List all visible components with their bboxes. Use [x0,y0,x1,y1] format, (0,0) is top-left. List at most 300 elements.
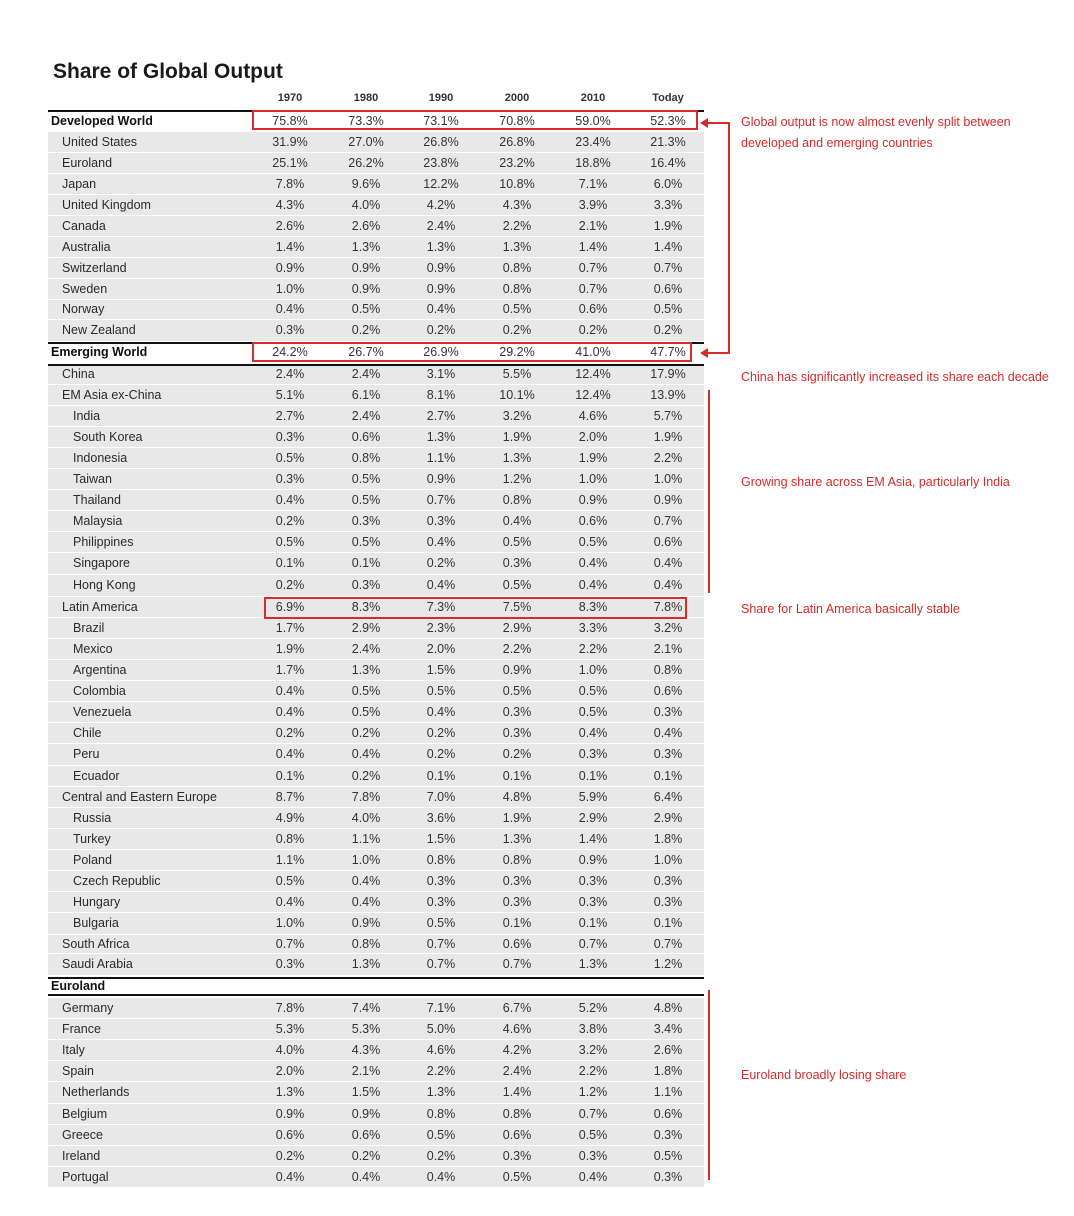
cell-value: 0.6% [351,430,381,444]
row-label: Portugal [62,1170,109,1184]
cell-value: 0.8% [275,832,305,846]
cell-value: 7.1% [578,177,608,191]
row-label: EM Asia ex-China [62,388,162,402]
row-label: Peru [73,747,100,761]
cell-value: 0.2% [275,578,305,592]
cell-value: 1.0% [653,472,683,486]
cell-value: 2.1% [653,642,683,656]
arrow-icon [700,118,708,128]
cell-value: 5.3% [275,1022,305,1036]
cell-value: 0.1% [502,769,532,783]
annotation-latin-america: Share for Latin America basically stable [741,602,960,616]
cell-value: 10.8% [499,177,535,191]
cell-value: 0.8% [502,493,532,507]
table-row [48,744,704,766]
row-label: Central and Eastern Europe [62,790,217,804]
cell-value: 0.4% [578,556,608,570]
cell-value: 7.8% [275,177,305,191]
row-label: Germany [62,1001,114,1015]
row-label: Japan [62,177,97,191]
cell-value: 0.5% [351,684,381,698]
cell-value: 0.7% [502,957,532,971]
year-label: Today [652,92,684,104]
cell-value: 1.3% [578,957,608,971]
row-label: Mexico [73,642,113,656]
row-label: Taiwan [73,472,112,486]
cell-value: 3.2% [653,621,683,635]
cell-value: 1.5% [426,832,456,846]
cell-value: 2.2% [502,642,532,656]
year-label: 1990 [428,92,454,104]
cell-value: 0.4% [426,302,456,316]
cell-value: 0.6% [502,937,532,951]
cell-value: 0.3% [502,556,532,570]
row-label: Malaysia [73,514,123,528]
cell-value: 0.5% [426,684,456,698]
cell-value: 0.3% [502,705,532,719]
table-row [48,681,704,702]
cell-value: 7.3% [426,600,456,614]
cell-value: 0.3% [275,957,305,971]
cell-value: 0.2% [275,726,305,740]
annotation-euroland: Euroland broadly losing share [741,1068,907,1082]
cell-value: 0.1% [275,769,305,783]
table-row [48,448,704,469]
cell-value: 0.4% [426,535,456,549]
cell-value: 0.7% [426,937,456,951]
row-label: Hong Kong [73,578,136,592]
cell-value: 1.0% [275,282,305,296]
row-label: Chile [73,726,102,740]
cell-value: 0.1% [426,769,456,783]
row-label: Indonesia [73,451,128,465]
cell-value: 5.9% [578,790,608,804]
cell-value: 2.4% [502,1064,532,1078]
highlight-emerging-row [252,342,692,362]
cell-value: 8.3% [351,600,381,614]
cell-value: 0.7% [426,493,456,507]
cell-value: 1.9% [653,430,683,444]
cell-value: 0.4% [578,726,608,740]
cell-value: 0.7% [653,261,683,275]
cell-value: 0.5% [502,684,532,698]
cell-value: 6.4% [653,790,683,804]
row-label: Ecuador [73,769,120,783]
cell-value: 0.7% [578,937,608,951]
cell-value: 2.9% [653,811,683,825]
table-row [48,766,704,787]
cell-value: 12.4% [575,388,611,402]
cell-value: 0.8% [426,853,456,867]
row-label: Saudi Arabia [62,957,133,971]
row-label: Spain [62,1064,94,1078]
cell-value: 4.6% [426,1043,456,1057]
cell-value: 0.4% [275,493,305,507]
table-row [48,385,704,406]
cell-value: 17.9% [650,367,686,381]
cell-value: 0.1% [275,556,305,570]
section-rule [48,977,704,979]
cell-value: 0.5% [351,493,381,507]
section-rule [48,994,704,996]
cell-value: 0.4% [653,578,683,592]
row-label: France [62,1022,101,1036]
cell-value: 8.7% [275,790,305,804]
table-row [48,216,704,237]
row-label: Venezuela [73,705,132,719]
cell-value: 73.3% [348,114,384,128]
cell-value: 4.8% [502,790,532,804]
row-label: Norway [62,302,105,316]
cell-value: 1.0% [653,853,683,867]
cell-value: 3.3% [578,621,608,635]
cell-value: 27.0% [348,135,384,149]
table-row [48,1167,704,1188]
cell-value: 0.9% [351,916,381,930]
cell-value: 0.9% [351,261,381,275]
cell-value: 0.9% [426,282,456,296]
cell-value: 4.6% [578,409,608,423]
cell-value: 31.9% [272,135,308,149]
cell-value: 2.3% [426,621,456,635]
cell-value: 2.4% [275,367,305,381]
cell-value: 4.3% [275,198,305,212]
cell-value: 23.2% [499,156,535,170]
cell-value: 1.3% [351,663,381,677]
cell-value: 18.8% [575,156,611,170]
table-row [48,575,704,597]
cell-value: 0.3% [351,514,381,528]
cell-value: 0.5% [426,1128,456,1142]
annotation-china: China has significantly increased its share each decade [741,370,1049,384]
table-row [48,892,704,913]
year-header [48,92,704,108]
cell-value: 0.3% [502,1149,532,1163]
cell-value: 26.2% [348,156,384,170]
annotation-global-split: Global output is now almost evenly split between developed and emerging countries [741,115,1011,150]
year-label: 1980 [353,92,379,104]
cell-value: 1.2% [502,472,532,486]
cell-value: 0.3% [426,895,456,909]
table-row [48,153,704,174]
table-row [48,511,704,532]
table-row [48,427,704,448]
em-asia-bracket [708,390,710,593]
cell-value: 7.8% [351,790,381,804]
cell-value: 0.4% [426,705,456,719]
cell-value: 0.5% [351,302,381,316]
cell-value: 0.2% [502,323,532,337]
cell-value: 1.3% [426,430,456,444]
row-label: Hungary [73,895,121,909]
cell-value: 0.3% [578,895,608,909]
cell-value: 0.8% [351,451,381,465]
cell-value: 1.1% [275,853,305,867]
cell-value: 2.7% [426,409,456,423]
cell-value: 0.4% [275,895,305,909]
highlight-latam-row [264,597,687,619]
cell-value: 0.5% [502,535,532,549]
cell-value: 2.4% [351,642,381,656]
cell-value: 1.3% [426,240,456,254]
cell-value: 8.3% [578,600,608,614]
cell-value: 7.8% [653,600,683,614]
cell-value: 1.1% [653,1085,683,1099]
cell-value: 0.2% [351,323,381,337]
cell-value: 0.3% [275,323,305,337]
cell-value: 0.4% [653,556,683,570]
cell-value: 52.3% [650,114,686,128]
cell-value: 2.6% [653,1043,683,1057]
row-label: Sweden [62,282,108,296]
cell-value: 0.6% [653,282,683,296]
cell-value: 2.2% [653,451,683,465]
bracket-line [728,123,730,354]
cell-value: 23.4% [575,135,611,149]
cell-value: 0.2% [426,323,456,337]
cell-value: 2.0% [578,430,608,444]
row-label: Australia [62,240,111,254]
cell-value: 23.8% [423,156,459,170]
cell-value: 2.2% [502,219,532,233]
cell-value: 1.3% [502,451,532,465]
cell-value: 0.1% [502,916,532,930]
cell-value: 7.5% [502,600,532,614]
table-row [48,1104,704,1125]
cell-value: 1.0% [275,916,305,930]
row-label: Italy [62,1043,85,1057]
table-row [48,1125,704,1146]
table-row [48,787,704,808]
cell-value: 0.8% [653,663,683,677]
cell-value: 26.7% [348,345,384,359]
row-label: China [62,367,95,381]
cell-value: 0.4% [275,684,305,698]
table-row [48,998,704,1019]
cell-value: 0.9% [578,493,608,507]
cell-value: 0.9% [426,261,456,275]
cell-value: 1.2% [653,957,683,971]
cell-value: 1.3% [351,240,381,254]
cell-value: 5.7% [653,409,683,423]
cell-value: 0.5% [351,472,381,486]
cell-value: 0.4% [426,578,456,592]
cell-value: 2.6% [351,219,381,233]
cell-value: 10.1% [499,388,535,402]
table-row [48,1082,704,1104]
cell-value: 2.0% [275,1064,305,1078]
cell-value: 0.3% [351,578,381,592]
cell-value: 0.1% [578,916,608,930]
table-row [48,300,704,320]
cell-value: 0.4% [275,747,305,761]
cell-value: 2.6% [275,219,305,233]
cell-value: 5.5% [502,367,532,381]
cell-value: 0.5% [653,1149,683,1163]
cell-value: 70.8% [499,114,535,128]
cell-value: 1.4% [502,1085,532,1099]
cell-value: 1.5% [351,1085,381,1099]
cell-value: 0.4% [502,514,532,528]
cell-value: 0.6% [653,535,683,549]
cell-value: 0.6% [275,1128,305,1142]
highlight-developed-row [252,110,698,130]
cell-value: 73.1% [423,114,459,128]
cell-value: 0.7% [653,937,683,951]
cell-value: 5.2% [578,1001,608,1015]
cell-value: 0.3% [578,747,608,761]
cell-value: 0.5% [426,916,456,930]
row-label: Canada [62,219,106,233]
table-row [48,532,704,553]
table-row [48,469,704,490]
table-row [48,954,704,976]
cell-value: 0.9% [578,853,608,867]
cell-value: 0.6% [578,302,608,316]
cell-value: 2.2% [578,1064,608,1078]
cell-value: 0.9% [653,493,683,507]
cell-value: 0.4% [578,578,608,592]
cell-value: 0.3% [275,430,305,444]
euroland-bracket [708,990,710,1180]
cell-value: 2.7% [275,409,305,423]
cell-value: 0.8% [351,937,381,951]
cell-value: 0.9% [275,261,305,275]
cell-value: 1.1% [351,832,381,846]
table-row [48,195,704,216]
cell-value: 1.9% [502,811,532,825]
cell-value: 2.9% [578,811,608,825]
cell-value: 6.9% [275,600,305,614]
year-label: 1970 [277,92,303,104]
cell-value: 0.5% [275,874,305,888]
cell-value: 1.7% [275,621,305,635]
row-label: Euroland [51,979,106,993]
table-row [48,829,704,850]
cell-value: 1.0% [351,853,381,867]
cell-value: 4.0% [351,198,381,212]
cell-value: 5.3% [351,1022,381,1036]
cell-value: 0.3% [653,1170,683,1184]
cell-value: 0.2% [426,1149,456,1163]
cell-value: 0.9% [426,472,456,486]
cell-value: 2.4% [351,367,381,381]
cell-value: 0.3% [653,705,683,719]
cell-value: 4.8% [653,1001,683,1015]
cell-value: 3.8% [578,1022,608,1036]
row-label: Brazil [73,621,105,635]
cell-value: 3.2% [578,1043,608,1057]
cell-value: 0.3% [653,747,683,761]
cell-value: 0.3% [578,1149,608,1163]
bracket-tick [708,352,730,354]
cell-value: 2.2% [578,642,608,656]
cell-value: 1.1% [426,451,456,465]
cell-value: 2.9% [502,621,532,635]
cell-value: 0.3% [426,874,456,888]
cell-value: 0.3% [426,514,456,528]
annotation-em-asia: Growing share across EM Asia, particularly India [741,475,1010,489]
cell-value: 0.8% [502,1107,532,1121]
cell-value: 0.3% [653,895,683,909]
row-label: Philippines [73,535,134,549]
cell-value: 0.9% [351,282,381,296]
cell-value: 2.2% [426,1064,456,1078]
cell-value: 3.2% [502,409,532,423]
cell-value: 4.3% [502,198,532,212]
table-row [48,132,704,153]
cell-value: 0.3% [578,874,608,888]
row-label: Euroland [62,156,113,170]
cell-value: 0.7% [578,282,608,296]
cell-value: 13.9% [650,388,686,402]
table-row [48,1061,704,1082]
chart-title: Share of Global Output [53,60,283,83]
row-label: United Kingdom [62,198,151,212]
cell-value: 0.6% [578,514,608,528]
cell-value: 1.9% [275,642,305,656]
cell-value: 1.3% [502,240,532,254]
cell-value: 8.1% [426,388,456,402]
cell-value: 0.4% [351,874,381,888]
row-label: Singapore [73,556,130,570]
cell-value: 0.6% [502,1128,532,1142]
table-row [48,174,704,195]
cell-value: 2.4% [351,409,381,423]
table-row [48,237,704,258]
row-label: Latin America [62,600,138,614]
cell-value: 0.2% [351,1149,381,1163]
cell-value: 0.7% [578,1107,608,1121]
cell-value: 2.9% [351,621,381,635]
cell-value: 0.4% [275,1170,305,1184]
cell-value: 2.1% [351,1064,381,1078]
table-row [48,850,704,871]
table-row [48,258,704,279]
table-row [48,1040,704,1061]
cell-value: 3.1% [426,367,456,381]
cell-value: 24.2% [272,345,308,359]
cell-value: 0.5% [578,705,608,719]
cell-value: 1.3% [426,1085,456,1099]
cell-value: 0.2% [275,514,305,528]
row-label: Netherlands [62,1085,130,1099]
cell-value: 0.2% [275,1149,305,1163]
table-row [48,702,704,723]
cell-value: 0.1% [653,769,683,783]
cell-value: 0.8% [502,853,532,867]
cell-value: 0.9% [502,663,532,677]
cell-value: 47.7% [650,345,686,359]
cell-value: 2.0% [426,642,456,656]
cell-value: 26.9% [423,345,459,359]
row-label: Colombia [73,684,126,698]
cell-value: 0.5% [578,535,608,549]
row-label: Czech Republic [73,874,161,888]
cell-value: 2.4% [426,219,456,233]
cell-value: 0.5% [351,535,381,549]
section-rule [48,364,704,366]
cell-value: 0.3% [502,874,532,888]
cell-value: 1.0% [578,663,608,677]
cell-value: 9.6% [351,177,381,191]
row-label: India [73,409,101,423]
cell-value: 2.1% [578,219,608,233]
cell-value: 4.9% [275,811,305,825]
cell-value: 59.0% [575,114,611,128]
cell-value: 1.3% [351,957,381,971]
cell-value: 0.1% [578,769,608,783]
